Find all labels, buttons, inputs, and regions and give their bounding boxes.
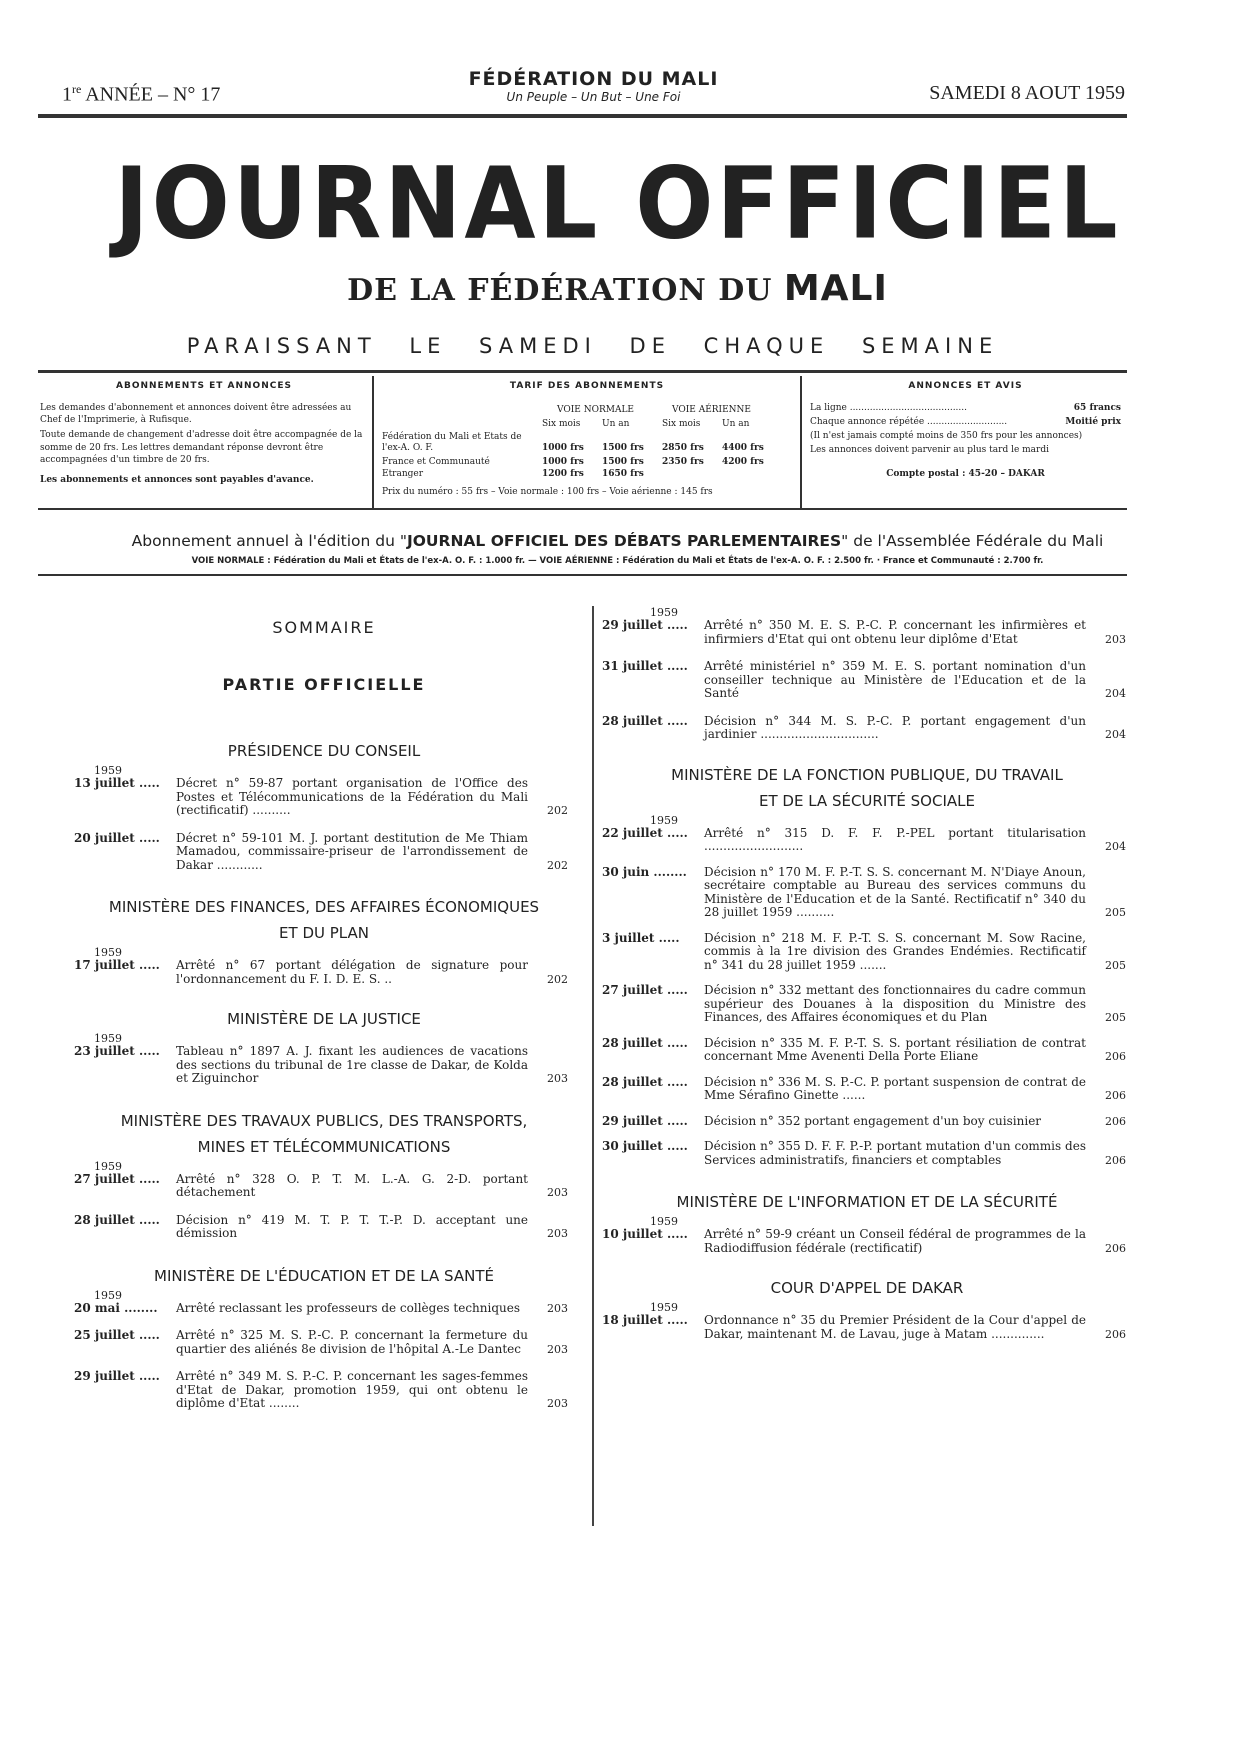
ads-postal-account: Compte postal : 45-20 – DAKAR bbox=[886, 469, 1045, 480]
summary-entry: 28 juillet ..... Décision n° 335 M. F. P.-T. S. S. portant résiliation de contrat concernant Mme Avenenti Della Porte Eliane 206 bbox=[602, 1035, 1126, 1063]
ads-line-price: La ligne ......................................... 65 francs bbox=[810, 403, 1121, 414]
subscriptions-text-1: Les demandes d'abonnement et annonces doivent être adressées au Chef de l'Imprimerie, à Rufisque. bbox=[40, 403, 352, 426]
tariff-value: 1500 frs bbox=[602, 443, 644, 454]
federation-motto: Un Peuple – Un But – Une Foi bbox=[506, 90, 681, 104]
tariff-un-an-aerienne: Un an bbox=[722, 419, 750, 430]
tariff-row-label: Fédération du Mali et Etats de l'ex-A. O. F. bbox=[382, 432, 522, 454]
masthead-topline bbox=[62, 62, 1125, 112]
subscription-boxes bbox=[38, 376, 1127, 510]
section-title: MINISTÈRE DE L'ÉDUCATION ET DE LA SANTÉ bbox=[154, 1266, 494, 1285]
tariff-six-mois-normale: Six mois bbox=[542, 419, 581, 430]
header-bottom-rule bbox=[38, 574, 1127, 576]
tariff-un-an-normale: Un an bbox=[602, 419, 630, 430]
section-year: 1959 bbox=[650, 1301, 678, 1314]
section-title: ET DE LA SÉCURITÉ SOCIALE bbox=[759, 791, 975, 810]
summary-entry: 29 juillet ..... Décision n° 352 portant engagement d'un boy cuisinier 206 bbox=[602, 1113, 1126, 1128]
annual-subscription-line: Abonnement annuel à l'édition du "JOURNAL OFFICIEL DES DÉBATS PARLEMENTAIRES" de l'Assemblée Fédérale du Mali bbox=[131, 532, 1104, 550]
ads-line-min: (Il n'est jamais compté moins de 350 frs pour les annonces) bbox=[810, 431, 1083, 442]
section-title: MINES ET TÉLÉCOMMUNICATIONS bbox=[197, 1137, 451, 1156]
ads-box bbox=[804, 376, 1127, 508]
section-title: COUR D'APPEL DE DAKAR bbox=[770, 1279, 964, 1297]
section-year: 1959 bbox=[650, 813, 678, 827]
summary-entry: 28 juillet ..... Décision n° 419 M. T. P. T. T.-P. D. acceptant une démission 203 bbox=[74, 1212, 568, 1240]
tariff-value: 1650 frs bbox=[602, 469, 644, 480]
summary-entry: 30 juin ........ Décision n° 170 M. F. P.-T. S. S. concernant M. N'Diaye Anoun, secrétaire comptable au Bureau des services communs du Ministère de l'Education et de la Santé. Rectificatif n° 340 du 28 juillet 1959 .......... 205 bbox=[602, 864, 1126, 919]
summary-entry: 17 juillet ..... Arrêté n° 67 portant délégation de signature pour l'ordonnancement du F. I. D. E. S. .. 202 bbox=[74, 958, 568, 986]
section-year: 1959 bbox=[94, 1032, 122, 1045]
tariff-value: 4200 frs bbox=[722, 457, 764, 468]
summary-entry: 28 juillet ..... Décision n° 336 M. S. P.-C. P. portant suspension de contrat de Mme Sérafino Ginette ...... 206 bbox=[602, 1074, 1126, 1102]
tariff-value: 1000 frs bbox=[542, 457, 584, 468]
annual-subscription-rates: VOIE NORMALE : Fédération du Mali et États de l'ex-A. O. F. : 1.000 fr. — VOIE AÉRIENNE : Fédération du Mali et États de l'ex-A. O. F. : 2.500 fr. · France et Communauté : 2.700 fr. bbox=[191, 556, 1044, 566]
ads-heading: ANNONCES ET AVIS bbox=[908, 381, 1023, 391]
summary-entry: 30 juillet ..... Décision n° 355 D. F. F. P.-P. portant mutation d'un commis des Services administratifs, financiers et comptables 206 bbox=[602, 1139, 1126, 1167]
masthead-rule bbox=[38, 114, 1127, 118]
tariff-price-line: Prix du numéro : 55 frs – Voie normale : 100 frs – Voie aérienne : 145 frs bbox=[382, 487, 713, 498]
section-title: MINISTÈRE DE L'INFORMATION ET DE LA SÉCURITÉ bbox=[676, 1193, 1058, 1211]
issue-number: 1re ANNÉE – N° 17 bbox=[62, 82, 221, 106]
subscriptions-box bbox=[38, 376, 370, 508]
section-title: ET DU PLAN bbox=[279, 924, 369, 942]
masthead-rule-2 bbox=[38, 370, 1127, 373]
summary-title: SOMMAIRE bbox=[272, 618, 376, 637]
summary-entry: 31 juillet ..... Arrêté ministériel n° 359 M. E. S. portant nomination d'un conseiller technique au Ministère de l'Education et de la Santé 204 bbox=[602, 659, 1126, 700]
journal-title: JOURNAL OFFICIEL bbox=[114, 145, 1121, 262]
column-divider bbox=[592, 606, 594, 1526]
summary-entry: 20 mai ........ Arrêté reclassant les professeurs de collèges techniques 203 bbox=[74, 1300, 568, 1315]
section-year: 1959 bbox=[94, 764, 122, 777]
ads-line-repeat: Chaque annonce répétée ............................ Moitié prix bbox=[810, 417, 1121, 428]
section-title: MINISTÈRE DES FINANCES, DES AFFAIRES ÉCONOMIQUES bbox=[108, 898, 540, 916]
tariff-value: 1200 frs bbox=[542, 469, 584, 480]
summary-entry: 29 juillet ..... Arrêté n° 349 M. S. P.-C. P. concernant les sages-femmes d'Etat de Dakar, promotion 1959, qui ont obtenu le diplôme d'Etat ........ 203 bbox=[74, 1369, 568, 1410]
official-part-title: PARTIE OFFICIELLE bbox=[222, 675, 426, 694]
tariff-value: 2350 frs bbox=[662, 457, 704, 468]
section-year: 1959 bbox=[94, 1159, 122, 1173]
summary-entry: 10 juillet ..... Arrêté n° 59-9 créant un Conseil fédéral de programmes de la Radiodiffusion fédérale (rectificatif) 206 bbox=[602, 1227, 1126, 1255]
summary-right-column bbox=[602, 606, 1132, 1341]
tariff-row-label: Etranger bbox=[382, 469, 424, 480]
summary-entry: 27 juillet ..... Décision n° 332 mettant des fonctionnaires du cadre commun supérieur des Douanes à la disposition du Ministre des Finances, des Affaires économiques et du Plan 205 bbox=[602, 983, 1126, 1024]
ads-line-deadline: Les annonces doivent parvenir au plus tard le mardi bbox=[810, 445, 1049, 456]
section-title: MINISTÈRE DE LA JUSTICE bbox=[227, 1010, 421, 1028]
section-title: MINISTÈRE DE LA FONCTION PUBLIQUE, DU TRAVAIL bbox=[671, 765, 1063, 784]
journal-subtitle: DE LA FÉDÉRATION DU MALI bbox=[347, 268, 888, 309]
summary-entry: 28 juillet ..... Décision n° 344 M. S. P.-C. P. portant engagement d'un jardinier ............................... 204 bbox=[602, 713, 1126, 741]
summary-entry: 13 juillet ..... Décret n° 59-87 portant organisation de l'Office des Postes et Télécommunications de la Fédération du Mali (rectificatif) .......... 202 bbox=[74, 776, 568, 817]
section-year: 1959 bbox=[94, 946, 122, 959]
tariff-heading: TARIF DES ABONNEMENTS bbox=[509, 381, 665, 391]
tariff-six-mois-aerienne: Six mois bbox=[662, 419, 701, 430]
summary-entry: 29 juillet ..... Arrêté n° 350 M. E. S. P.-C. P. concernant les infirmières et infirmiers d'Etat qui ont obtenu leur diplôme d'Etat 203 bbox=[602, 618, 1126, 646]
tariff-value: 1000 frs bbox=[542, 443, 584, 454]
tariff-row-label: France et Communauté bbox=[382, 457, 490, 468]
tariff-value: 1500 frs bbox=[602, 457, 644, 468]
summary-entry: 22 juillet ..... Arrêté n° 315 D. F. F. P.-PEL portant titularisation .......................... 204 bbox=[602, 825, 1126, 853]
summary-entry: 27 juillet ..... Arrêté n° 328 O. P. T. M. L.-A. G. 2-D. portant détachement 203 bbox=[74, 1171, 568, 1199]
tariff-voie-normale: VOIE NORMALE bbox=[557, 405, 634, 416]
summary-entry: 3 juillet ..... Décision n° 218 M. F. P.-T. S. S. concernant M. Sow Racine, commis à la 1re division des Grandes Endémies. Rectificatif n° 341 du 28 juillet 1959 ....... 205 bbox=[602, 930, 1126, 972]
summary-entry: 23 juillet ..... Tableau n° 1897 A. J. fixant les audiences de vacations des sections du tribunal de 1re classe de Dakar, de Kolda et Ziguinchor 203 bbox=[74, 1044, 568, 1085]
summary-left-column bbox=[74, 606, 574, 1411]
summary-entry: 18 juillet ..... Ordonnance n° 35 du Premier Président de la Cour d'appel de Dakar, maintenant M. de Lavau, juge à Matam .............. 206 bbox=[602, 1313, 1126, 1341]
publication-frequency: PARAISSANT LE SAMEDI DE CHAQUE SEMAINE bbox=[186, 334, 999, 358]
summary-entry: 20 juillet ..... Décret n° 59-101 M. J. portant destitution de Me Thiam Mamadou, commissaire-priseur de l'arrondissement de Dakar ............ 202 bbox=[74, 830, 568, 872]
tariff-voie-aerienne: VOIE AÉRIENNE bbox=[672, 405, 751, 416]
issue-date: SAMEDI 8 AOUT 1959 bbox=[929, 82, 1125, 104]
subscriptions-heading: ABONNEMENTS ET ANNONCES bbox=[116, 381, 292, 391]
section-title: PRÉSIDENCE DU CONSEIL bbox=[227, 742, 421, 760]
section-year: 1959 bbox=[94, 1288, 122, 1302]
tariff-value: 2850 frs bbox=[662, 443, 704, 454]
tariff-box bbox=[372, 376, 802, 508]
tariff-table bbox=[382, 404, 792, 484]
tariff-value: 4400 frs bbox=[722, 443, 764, 454]
subscriptions-text-2: Toute demande de changement d'adresse doit être accompagnée de la somme de 20 frs. Les lettres demandant réponse devront être accompagnées d'un timbre de 20 frs. bbox=[40, 430, 363, 465]
section-year: 1959 bbox=[650, 1215, 678, 1228]
summary-entry: 25 juillet ..... Arrêté n° 325 M. S. P.-C. P. concernant la fermeture du quartier des aliénés 8e division de l'hôpital A.-Le Dantec 203 bbox=[74, 1328, 568, 1356]
subscriptions-text-3: Les abonnements et annonces sont payables d'avance. bbox=[40, 474, 314, 485]
section-title: MINISTÈRE DES TRAVAUX PUBLICS, DES TRANSPORTS, bbox=[120, 1111, 528, 1130]
section-year: 1959 bbox=[650, 606, 678, 619]
federation-name: FÉDÉRATION DU MALI bbox=[468, 68, 719, 90]
